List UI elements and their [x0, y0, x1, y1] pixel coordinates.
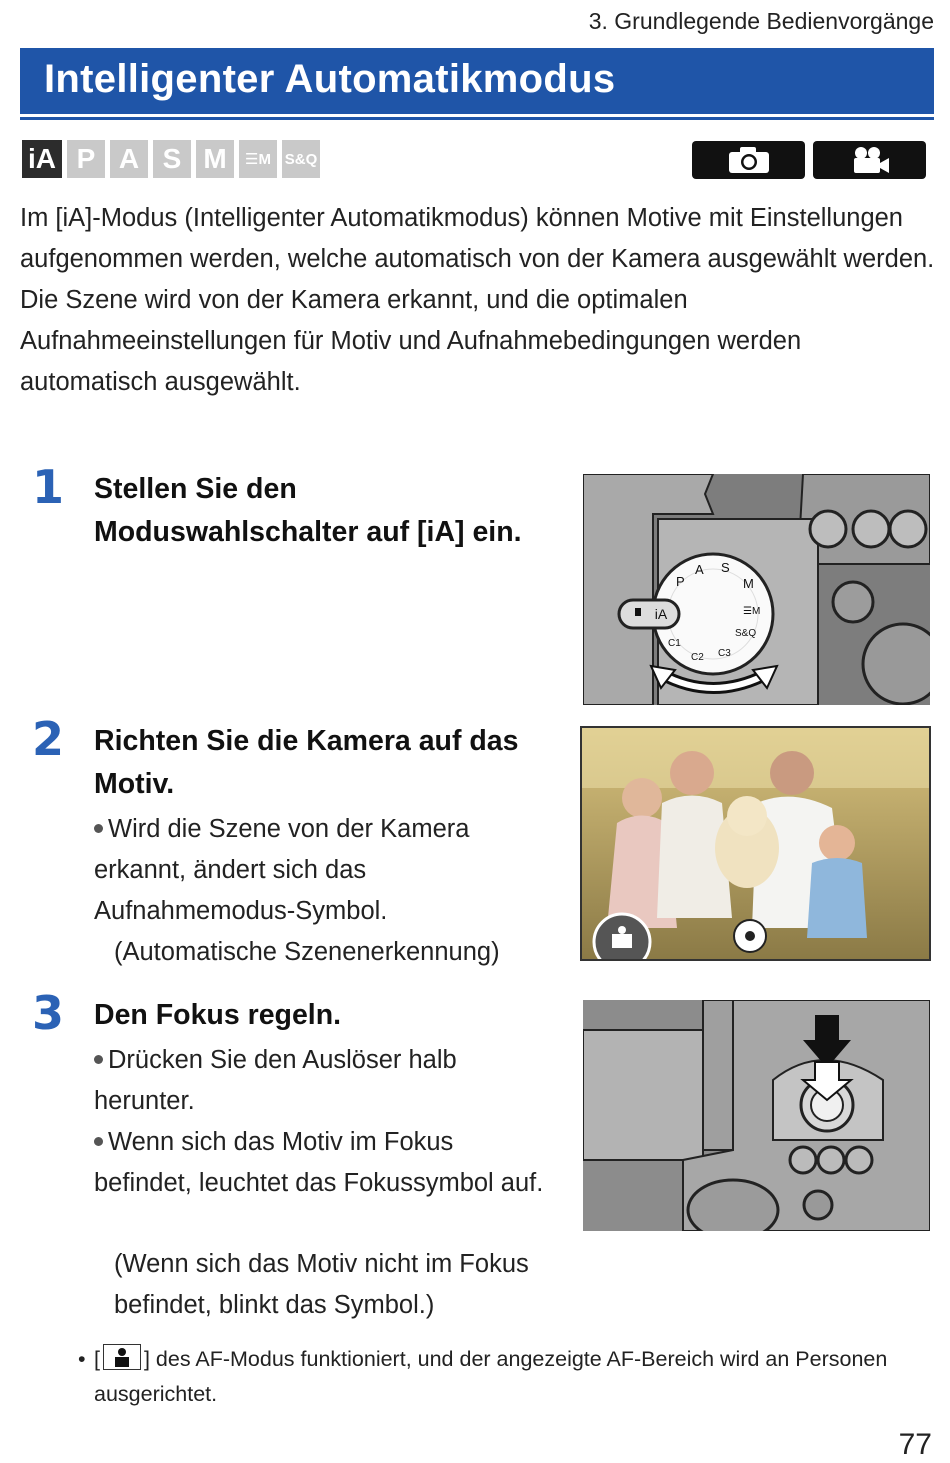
intro-text [20, 198, 935, 403]
step-title: Richten Sie die Kamera auf das Motiv. [94, 725, 519, 800]
page-title: Intelligenter Automatikmodus [44, 57, 616, 101]
note-bullet: • [78, 1347, 86, 1371]
camera-icon [692, 141, 805, 179]
dial-label-creative-video: ☰M [743, 606, 761, 617]
step-title: Stellen Sie den Moduswahlschalter auf [iA] ein. [94, 473, 522, 548]
mode-m-icon: M [196, 140, 234, 178]
shutter-button-illustration [583, 1000, 930, 1231]
mode-creative-video-icon: ☰M [239, 140, 277, 178]
af-note [78, 1342, 924, 1412]
step-bullet-note: (Automatische Szenenerkennung) [114, 938, 500, 966]
dial-label-c2: C2 [691, 652, 704, 663]
dial-label-s: S [721, 560, 730, 575]
step-number: 1 [32, 460, 65, 514]
capture-type-icons [692, 141, 926, 179]
dial-label-a: A [695, 562, 704, 577]
dial-label-sq: S&Q [735, 628, 757, 639]
title-underline [20, 117, 934, 120]
dial-label-ia: iA [654, 606, 668, 622]
dial-label-m: M [743, 576, 754, 591]
chapter-header: 3. Grundlegende Bedienvorgänge [588, 8, 934, 34]
dial-label-c3: C3 [718, 648, 731, 659]
bullet-text: Wenn sich das Motiv im Fokus befindet, leuchtet das Fokussymbol auf. [94, 1128, 544, 1197]
step-bullet [94, 809, 544, 932]
intro-paragraph: Im [iA]-Modus (Intelligenter Automatikmodus) können Motive mit Einstellungen aufgenommen werden, welche automatisch von der Kamera ausgewählt werden. [20, 204, 935, 273]
family-photo-scene [580, 726, 931, 961]
bullet-dot [94, 1137, 103, 1146]
person-detect-icon [103, 1344, 141, 1370]
step-bullet [94, 1040, 544, 1122]
intro-paragraph: Die Szene wird von der Kamera erkannt, und die optimalen Aufnahmeeinstellungen für Motiv und Aufnahmebedingungen werden automatisch ausgewählt. [20, 286, 802, 396]
bullet-text: Drücken Sie den Auslöser halb herunter. [94, 1046, 457, 1115]
bullet-dot [94, 824, 103, 833]
step-number: 3 [32, 986, 65, 1040]
mode-dial-illustration [583, 474, 930, 705]
mode-ia-icon: iA [22, 140, 62, 178]
step-bullet [94, 1122, 554, 1204]
dial-label-c1: C1 [668, 638, 681, 649]
page-number: 77 [898, 1428, 932, 1461]
video-camera-icon [813, 141, 926, 179]
step-title: Den Fokus regeln. [94, 999, 342, 1031]
step-bullet-note: (Wenn sich das Motiv nicht im Fokus befindet, blinkt das Symbol.) [114, 1250, 529, 1319]
mode-icons [22, 140, 320, 178]
dial-label-p: P [676, 574, 685, 589]
bullet-text: Wird die Szene von der Kamera erkannt, ändert sich das Aufnahmemodus-Symbol. [94, 815, 470, 925]
mode-a-icon: A [110, 140, 148, 178]
note-prefix: [ [94, 1347, 100, 1371]
mode-sq-icon: S&Q [282, 140, 320, 178]
mode-p-icon: P [67, 140, 105, 178]
step-number: 2 [32, 712, 65, 766]
note-text: ] des AF-Modus funktioniert, und der angezeigte AF-Bereich wird an Personen ausgerichtet. [94, 1347, 888, 1406]
mode-s-icon: S [153, 140, 191, 178]
bullet-dot [94, 1055, 103, 1064]
